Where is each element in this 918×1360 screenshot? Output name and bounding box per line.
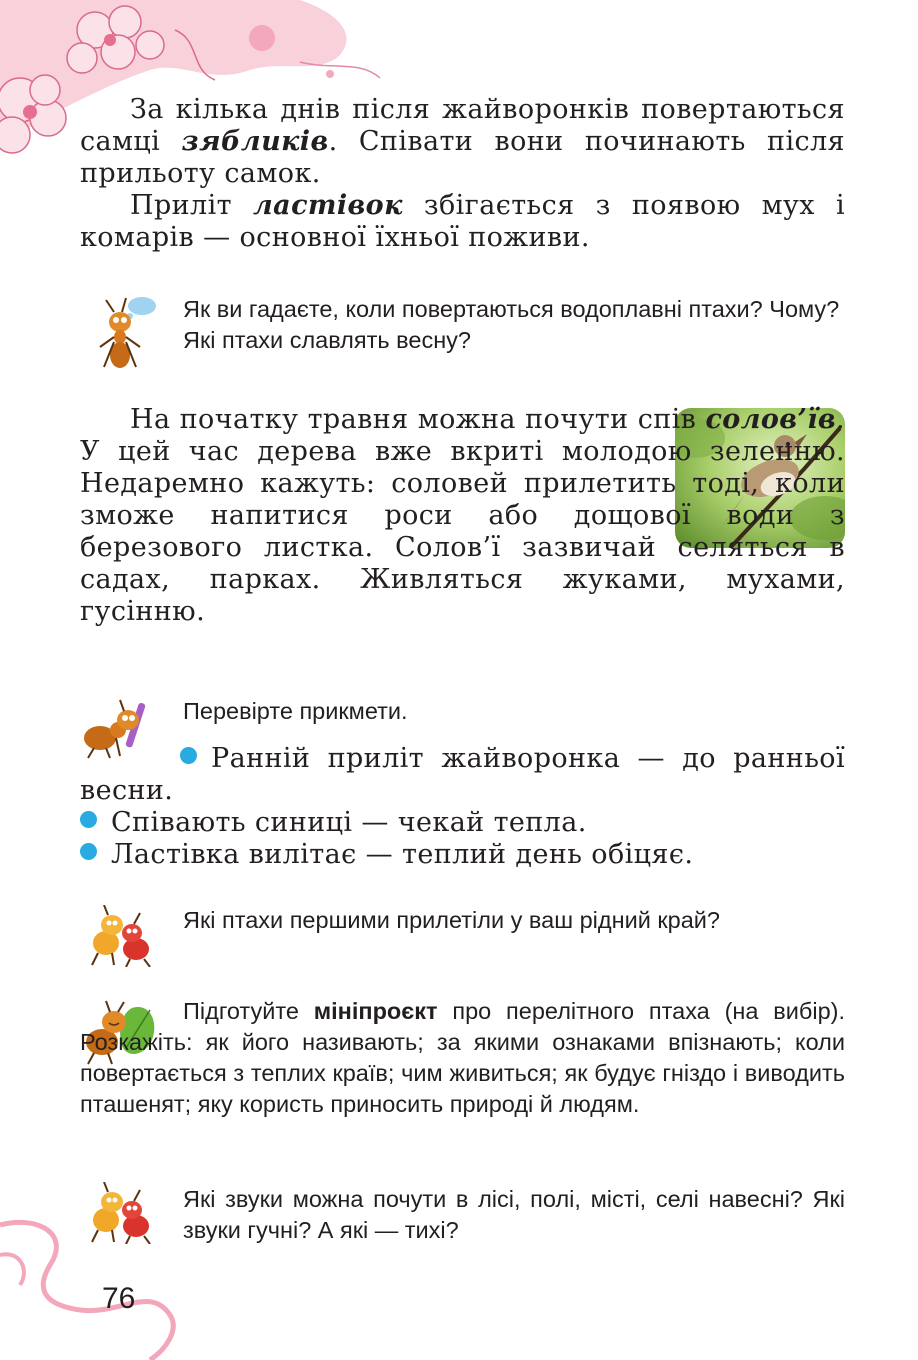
bullet-icon (80, 843, 97, 860)
two-ants-icon (84, 1182, 158, 1244)
question-spring-sounds: Які звуки можна почути в лісі, полі, місті, селі навесні? Які звуки гучні? А які — тихі? (183, 1186, 845, 1243)
two-ants-icon (84, 905, 158, 967)
list-item: Співають синиці — чекай тепла. (80, 807, 845, 839)
miniproject-term: мініпроєкт (313, 998, 438, 1024)
paragraph-chaffinches: За кілька днів після жайворонків повертаються самці зябликів. Співати вони починають після прильоту самок. (80, 94, 845, 189)
list-item: Ранній приліт жайворонка — до ранньої весни. (80, 743, 845, 806)
bullet-icon (80, 811, 97, 828)
question-waterfowl (183, 294, 845, 356)
paragraph-swallows: Приліт ластівок збігається з появою мух і комарів — основної їхньої поживи. (80, 190, 845, 253)
check-title: Перевірте прикмети. (183, 698, 408, 724)
thinking-ant-icon (90, 292, 162, 372)
question-waterfowl-line2: Які птахи славлять весну? (183, 327, 471, 353)
question-waterfowl-line1: Як ви гадаєте, коли повертаються водоплавні птахи? Чому? (183, 296, 840, 322)
bullet-icon (180, 747, 197, 764)
list-item: Ластівка вилітає — теплий день обіцяє. (80, 839, 845, 871)
paragraph-nightingales: На початку травня можна почути спів солов’їв. У цей час дерева вже вкриті молодою зеленню. Недаремно кажуть: соловей прилетить тоді, коли зможе напитися роси або дощової води з березового листка. Солов’ї зазвичай селяться в садах, парках. Живляться жуками, мухами, гусінню. (80, 404, 845, 627)
miniproject-task: Підготуйте мініпроєкт про перелітного птаха (на вибір). Розкажіть: як його називають; за якими ознаками впізнають; коли повертається з теплих країв; чим живиться; як будує гніздо і виводить пташенят; яку користь приносить природі й людям. (80, 998, 845, 1117)
question-first-birds: Які птахи першими прилетіли у ваш рідний край? (183, 907, 720, 933)
page-number: 76 (102, 1282, 136, 1315)
